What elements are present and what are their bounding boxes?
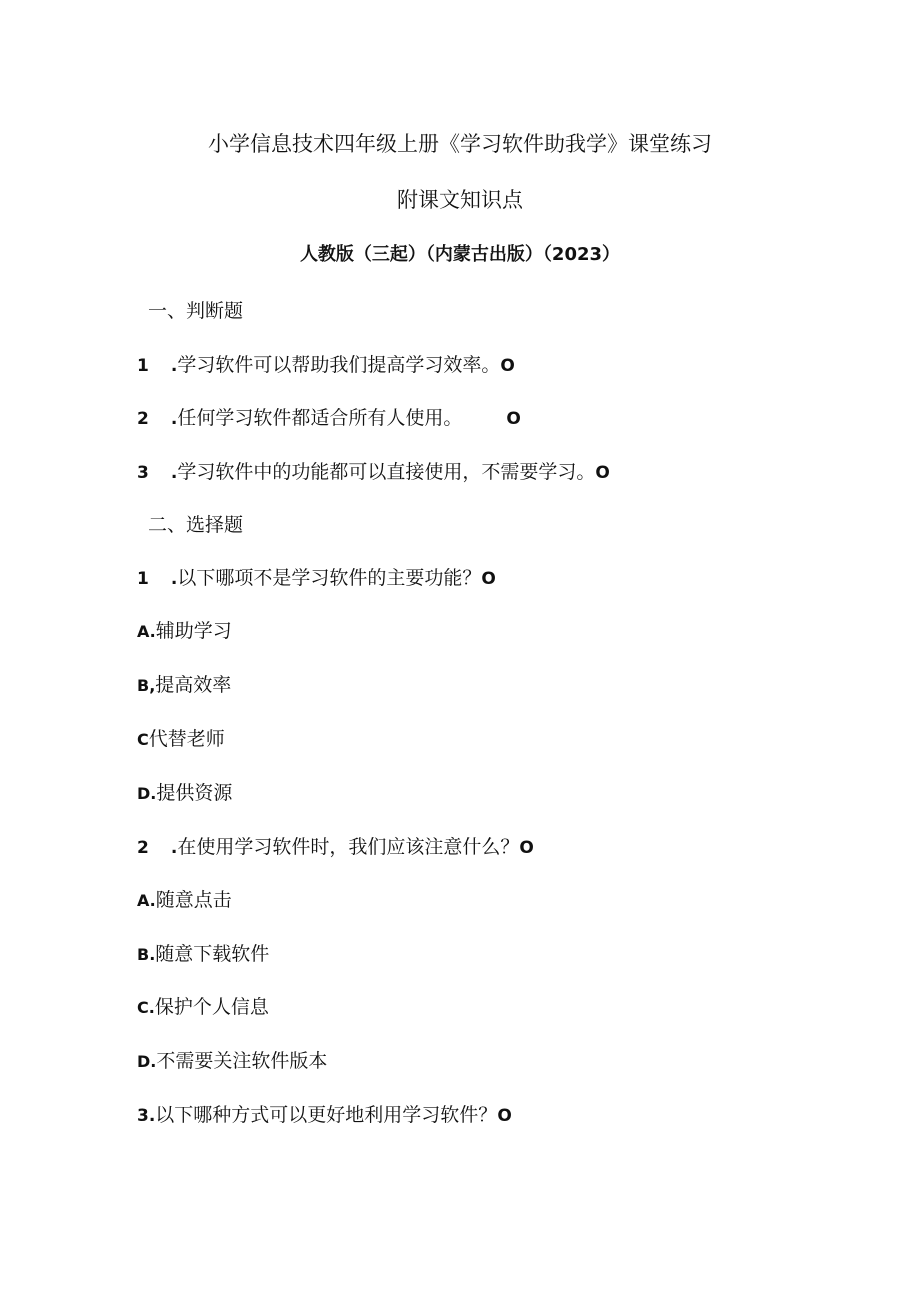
question-item (137, 350, 515, 377)
answer-mark: O (481, 569, 496, 589)
option-item (137, 778, 232, 805)
question-text: 以下哪项不是学习软件的主要功能？ (177, 567, 482, 589)
answer-mark: O (500, 356, 515, 376)
option-label: C. (137, 998, 155, 1017)
option-text: 不需要关注软件版本 (156, 1050, 328, 1072)
question-dot: . (170, 409, 178, 429)
question-item (137, 457, 610, 484)
question-text: 在使用学习软件时，我们应该注意什么？ (177, 836, 520, 858)
question-item (137, 403, 521, 430)
option-text: 提高效率 (155, 674, 232, 696)
option-label: D. (137, 784, 157, 803)
option-text: 保护个人信息 (154, 996, 269, 1018)
question-number: 3 (137, 463, 149, 483)
section-heading-true-false: 一、判断题 (148, 300, 244, 322)
option-label: A. (137, 622, 156, 641)
option-item (137, 670, 231, 697)
option-label: B. (137, 945, 156, 964)
option-text: 提供资源 (156, 782, 233, 804)
answer-mark: O (497, 1106, 512, 1126)
option-label: A. (137, 891, 156, 910)
edition-line: 人教版（三起）（内蒙古出版）（2023） (299, 244, 621, 265)
option-text: 代替老师 (148, 728, 225, 750)
option-label: B, (137, 676, 156, 695)
answer-mark: O (506, 409, 521, 429)
question-dot: . (170, 356, 178, 376)
question-number: 1 (137, 569, 149, 589)
question-dot: . (170, 569, 178, 589)
option-item (137, 616, 232, 643)
document-subtitle: 附课文知识点 (397, 188, 523, 212)
option-text: 辅助学习 (155, 620, 232, 642)
question-item (137, 1100, 512, 1127)
question-number: 2 (137, 409, 149, 429)
question-text: 学习软件中的功能都可以直接使用，不需要学习。 (177, 461, 596, 483)
question-number: 3. (137, 1106, 156, 1126)
document-title: 小学信息技术四年级上册《学习软件助我学》课堂练习 (208, 132, 712, 156)
option-text: 随意下载软件 (155, 943, 270, 965)
question-item (137, 832, 534, 859)
option-item (137, 724, 225, 751)
question-dot: . (170, 838, 178, 858)
question-dot: . (170, 463, 178, 483)
question-text: 学习软件可以帮助我们提高学习效率。 (177, 354, 501, 376)
question-item (137, 563, 496, 590)
question-number: 1 (137, 356, 149, 376)
answer-mark: O (519, 838, 534, 858)
question-number: 2 (137, 838, 149, 858)
option-item (137, 885, 232, 912)
option-label: D. (137, 1052, 157, 1071)
option-text: 随意点击 (155, 889, 232, 911)
option-item (137, 939, 269, 966)
section-heading-multiple-choice: 二、选择题 (148, 514, 244, 536)
option-item (137, 992, 269, 1019)
option-label: C (137, 730, 149, 749)
question-text: 任何学习软件都适合所有人使用。 (177, 407, 463, 429)
answer-mark: O (595, 463, 610, 483)
question-text: 以下哪种方式可以更好地利用学习软件？ (155, 1104, 498, 1126)
option-item (137, 1046, 327, 1073)
